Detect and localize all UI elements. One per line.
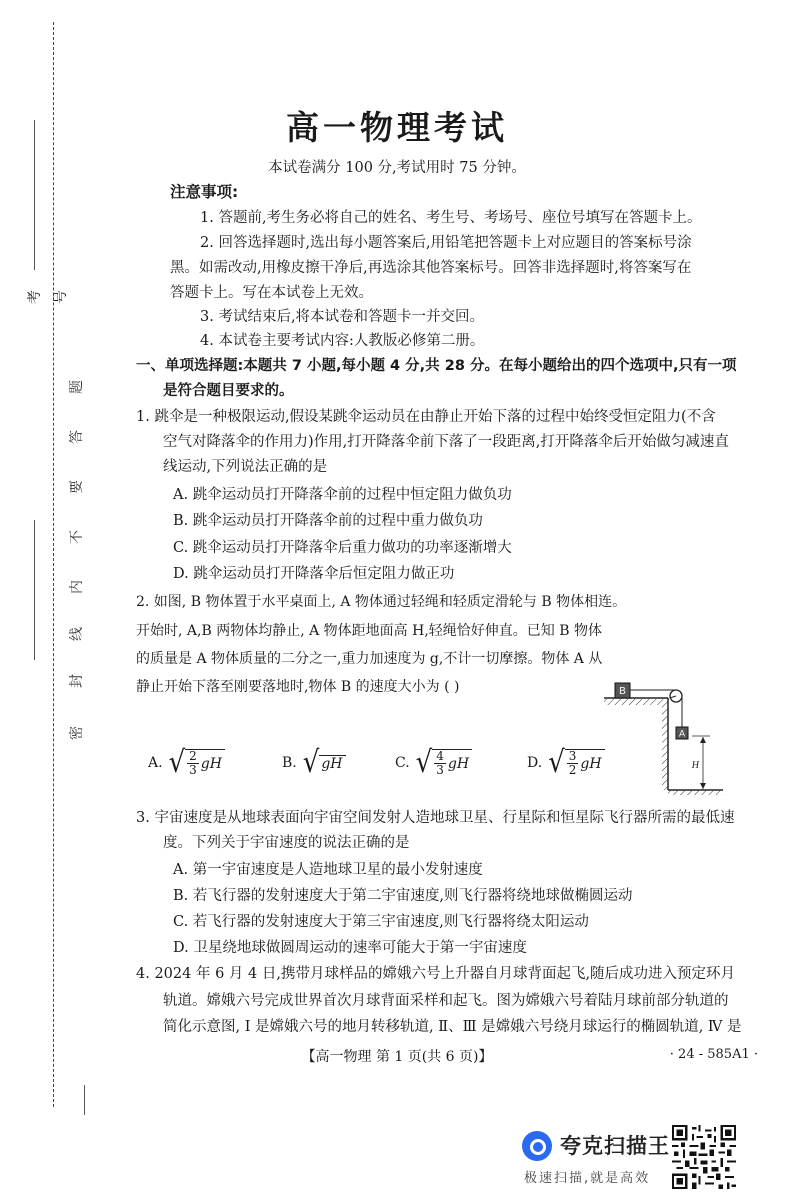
brand-slogan: 极速扫描,就是高效 [524, 1171, 651, 1186]
exam-no-label: 考号 [27, 290, 69, 304]
radicand [432, 749, 472, 777]
binding-word: 要 [69, 480, 85, 494]
question-1-stem: 空气对降落伞的作用力)作用,打开降落伞前下落了一段距离,打开降落伞后开始做匀减速直 [163, 434, 729, 450]
exam-subtitle: 本试卷满分 100 分,考试用时 75 分钟。 [268, 160, 526, 176]
paper-code: · 24 - 585A1 · [669, 1047, 758, 1062]
page-title: 高一物理考试 [286, 108, 508, 147]
question-2-stem: 2. 如图, B 物体置于水平桌面上, A 物体通过轻绳和轻质定滑轮与 B 物体相连。 [136, 594, 627, 610]
block-a [676, 727, 688, 739]
binding-word: 题 [69, 380, 85, 394]
question-1-option-b: B. 跳伞运动员打开降落伞前的过程中重力做负功 [173, 513, 483, 529]
section-heading-cont: 是符合题目要求的。 [163, 383, 294, 399]
question-3-option-d: D. 卫星绕地球做圆周运动的速率可能大于第一宇宙速度 [173, 940, 527, 956]
page-footer: 【高一物理 第 1 页(共 6 页)】 [301, 1049, 493, 1065]
fraction [187, 750, 199, 777]
quark-logo-icon [522, 1131, 552, 1161]
question-2-stem: 开始时, A,B 两物体均静止, A 物体距地面高 H,轻绳恰好伸直。已知 B 物体 [136, 623, 602, 639]
question-3-option-c: C. 若飞行器的发射速度大于第三宇宙速度,则飞行器将绕太阳运动 [173, 914, 589, 930]
option-label: A. [148, 755, 163, 771]
notice-line: 2. 回答选择题时,选出每小题答案后,用铅笔把答题卡上对应题目的答案标号涂 [200, 235, 692, 251]
table-side [662, 698, 668, 790]
height-marker [691, 736, 710, 789]
question-2-stem: 静止开始下落至刚要落地时,物体 B 的速度大小为 ( ) [136, 679, 460, 695]
notice-line: 答题卡上。写在本试卷上无效。 [170, 285, 373, 301]
question-1-stem: 线运动,下列说法正确的是 [163, 459, 328, 475]
question-2-option-a [148, 744, 225, 782]
binding-line [53, 22, 54, 1107]
option-label: B. [282, 755, 297, 771]
name-rule [34, 520, 35, 660]
question-2-option-b [282, 744, 346, 782]
block-b [615, 683, 630, 698]
radicand-tail: gH [200, 755, 222, 772]
question-1-option-c: C. 跳伞运动员打开降落伞后重力做功的功率逐渐增大 [173, 540, 512, 556]
question-4-stem: 简化示意图, Ⅰ 是嫦娥六号的地月转移轨道, Ⅱ、Ⅲ 是嫦娥六号绕月球运行的椭圆轨道, Ⅳ 是 [163, 1019, 742, 1035]
tabletop [604, 698, 668, 705]
denominator: 2 [568, 763, 577, 777]
question-3-stem: 3. 宇宙速度是从地球表面向宇宙空间发射人造地球卫星、行星际和恒星际飞行器所需的最低速 [136, 810, 735, 826]
fraction [434, 750, 446, 777]
option-label: D. [527, 755, 543, 771]
binding-word: 不 [69, 530, 85, 544]
binding-word: 答 [69, 430, 85, 444]
denominator: 3 [189, 763, 197, 777]
question-1-stem: 1. 跳伞是一种极限运动,假设某跳伞运动员在由静止开始下落的过程中始终受恒定阻力(不含 [136, 409, 716, 425]
block-a-label: A [678, 728, 686, 739]
question-4-stem: 4. 2024 年 6 月 4 日,携带月球样品的嫦娥六号上升器自月球背面起飞,随后成功进入预定环月 [136, 966, 736, 982]
numerator: 2 [189, 749, 197, 763]
notice-heading: 注意事项: [170, 183, 239, 201]
question-1-option-a: A. 跳伞运动员打开降落伞前的过程中恒定阻力做负功 [173, 487, 512, 503]
option-label: C. [395, 755, 410, 771]
binding-word: 线 [69, 627, 85, 641]
radicand-tail: gH [321, 755, 343, 772]
question-3-option-b: B. 若飞行器的发射速度大于第二宇宙速度,则飞行器将绕地球做椭圆运动 [173, 888, 633, 904]
ground [668, 790, 723, 795]
question-4-stem: 轨道。嫦娥六号完成世界首次月球背面采样和起飞。图为嫦娥六号着陆月球前部分轨道的 [163, 993, 729, 1009]
height-label: H [691, 760, 699, 771]
question-2-option-d [527, 744, 605, 782]
binding-word: 密 [69, 726, 85, 740]
qr-code-icon [672, 1125, 736, 1189]
sqrt-icon: √ [168, 745, 186, 781]
section-heading: 一、单项选择题:本题共 7 小题,每小题 4 分,共 28 分。在每小题给出的四个选项中,只有一项 [136, 358, 737, 374]
numerator: 4 [436, 749, 444, 763]
pulley-diagram [598, 672, 728, 797]
denominator: 3 [436, 763, 444, 777]
radicand-tail: gH [447, 755, 470, 772]
notice-line: 3. 考试结束后,将本试卷和答题卡一并交回。 [200, 309, 485, 325]
question-3-option-a: A. 第一宇宙速度是人造地球卫星的最小发射速度 [173, 862, 483, 878]
question-2-stem: 的质量是 A 物体质量的二分之一,重力加速度为 g,不计一切摩擦。物体 A 从 [136, 651, 603, 667]
binding-word: 内 [69, 580, 85, 594]
block-b-label: B [619, 686, 626, 697]
notice-line: 1. 答题前,考生务必将自己的姓名、考生号、考场号、座位号填写在答题卡上。 [200, 210, 702, 226]
sqrt-icon: √ [415, 745, 433, 781]
notice-line: 4. 本试卷主要考试内容:人教版必修第二册。 [200, 333, 485, 349]
sqrt-icon: √ [302, 745, 320, 781]
question-3-stem: 度。下列关于宇宙速度的说法正确的是 [163, 835, 410, 851]
question-2-option-c [395, 744, 472, 782]
binding-word: 封 [69, 674, 85, 688]
brand-name: 夸克扫描王 [560, 1134, 670, 1158]
radicand-tail: gH [580, 755, 602, 772]
radicand [319, 755, 345, 772]
numerator: 3 [568, 749, 577, 763]
question-1-option-d: D. 跳伞运动员打开降落伞后恒定阻力做正功 [173, 566, 455, 582]
margin-tick [84, 1085, 85, 1115]
notice-line: 黑。如需改动,用橡皮擦干净后,再选涂其他答案标号。回答非选择题时,将答案写在 [170, 260, 692, 276]
fraction [567, 750, 579, 777]
sqrt-icon: √ [548, 745, 565, 781]
radicand [185, 749, 225, 777]
